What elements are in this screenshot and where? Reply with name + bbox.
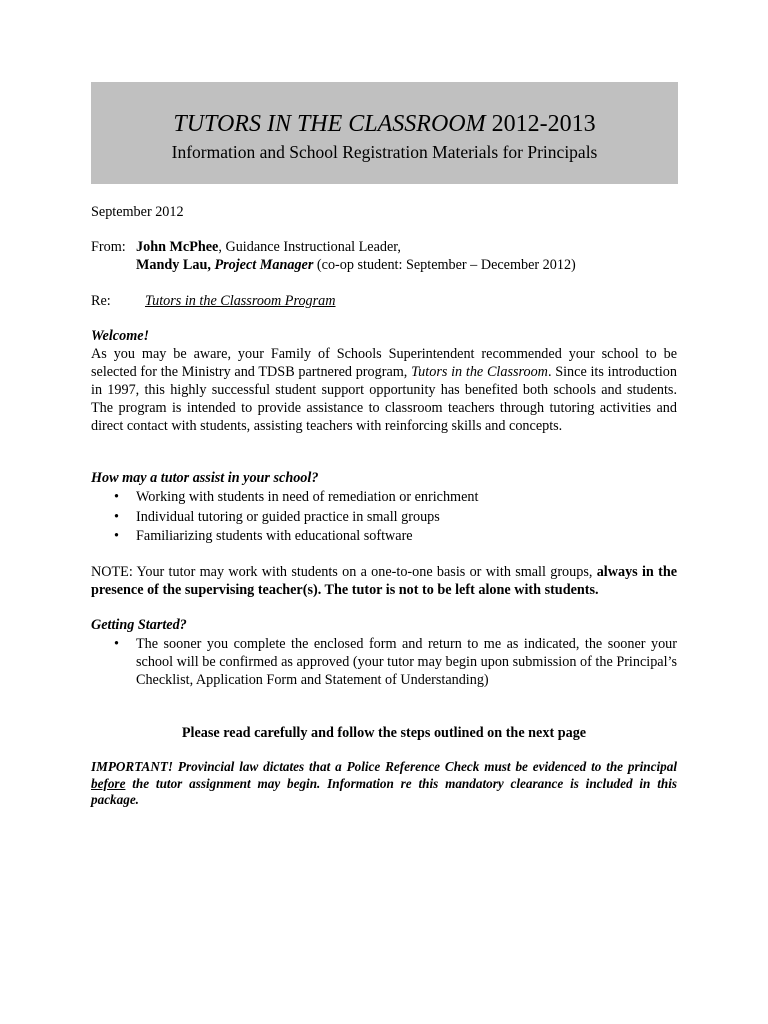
welcome-paragraph: [91, 345, 677, 435]
getting-started-heading: Getting Started?: [91, 617, 187, 633]
bullet-icon: •: [114, 636, 119, 652]
title-banner: [91, 82, 678, 184]
re-label: Re:: [91, 293, 111, 309]
note-paragraph: [91, 563, 677, 599]
getting-started-item: [91, 635, 677, 689]
document-subtitle: Information and School Registration Materials for Principals: [171, 142, 598, 162]
getting-started-text: The sooner you complete the enclosed form and return to me as indicated, the sooner your school will be confirmed as approved (your tutor may begin upon submission of the Principal’s Checklist, Application Form and Statement of Understanding): [136, 636, 677, 688]
title-program-name: TUTORS IN THE CLASSROOM: [173, 111, 486, 137]
sender-note-2: (co-op student: September – December 2012): [313, 257, 576, 273]
note-text: NOTE: Your tutor may work with students on a one-to-one basis or with small groups,: [91, 564, 597, 580]
welcome-text-2: . Since its introduction in 1997, this highly successful student support opportunity has benefited both schools and students. The program is intended to provide assistance to classroom teachers through tutoring activities and direct contact with students, assisting teachers with reinforcing skills and concepts.: [91, 364, 677, 434]
instruction-line: Please read carefully and follow the steps outlined on the next page: [181, 725, 587, 741]
bullet-icon: •: [114, 508, 119, 525]
bullet-icon: •: [114, 528, 119, 544]
welcome-heading: Welcome!: [91, 328, 150, 344]
document-title: [91, 110, 678, 138]
note-emphasis: always in the presence of the supervising teacher(s). The tutor is not to be left alone with students.: [91, 564, 678, 598]
from-line-2: [136, 256, 576, 274]
letter-date: September 2012: [91, 204, 184, 220]
from-line-1: [136, 238, 401, 256]
welcome-program-name: Tutors in the Classroom: [411, 364, 548, 380]
re-subject: Tutors in the Classroom Program: [145, 293, 336, 309]
list-item: • Individual tutoring or guided practice in small groups: [114, 508, 440, 525]
sender-name-2: Mandy Lau,: [136, 257, 211, 273]
sender-name-1: John McPhee: [136, 239, 219, 255]
sender-role-2: Project Manager: [214, 257, 314, 273]
welcome-text-1: As you may be aware, your Family of Schools Superintendent recommended your school to be selected for the Ministry and TDSB partnered program,: [91, 346, 677, 380]
list-item: • Working with students in need of remediation or enrichment: [114, 489, 479, 505]
assist-list: [91, 488, 677, 547]
assist-heading: How may a tutor assist in your school?: [91, 470, 319, 486]
list-item: • Familiarizing students with educational software: [114, 528, 413, 544]
from-label: From:: [91, 239, 126, 255]
sender-title-1: , Guidance Instructional Leader,: [218, 239, 401, 255]
title-year: 2012-2013: [491, 111, 596, 137]
bullet-icon: •: [114, 489, 119, 505]
important-underlined: before: [91, 775, 126, 791]
important-text-2: the tutor assignment may begin. Information re this mandatory clearance is included in this package.: [91, 775, 677, 807]
important-text-1: IMPORTANT! Provincial law dictates that a Police Reference Check must be evidenced to the principal: [91, 759, 677, 774]
important-notice: [91, 759, 677, 809]
